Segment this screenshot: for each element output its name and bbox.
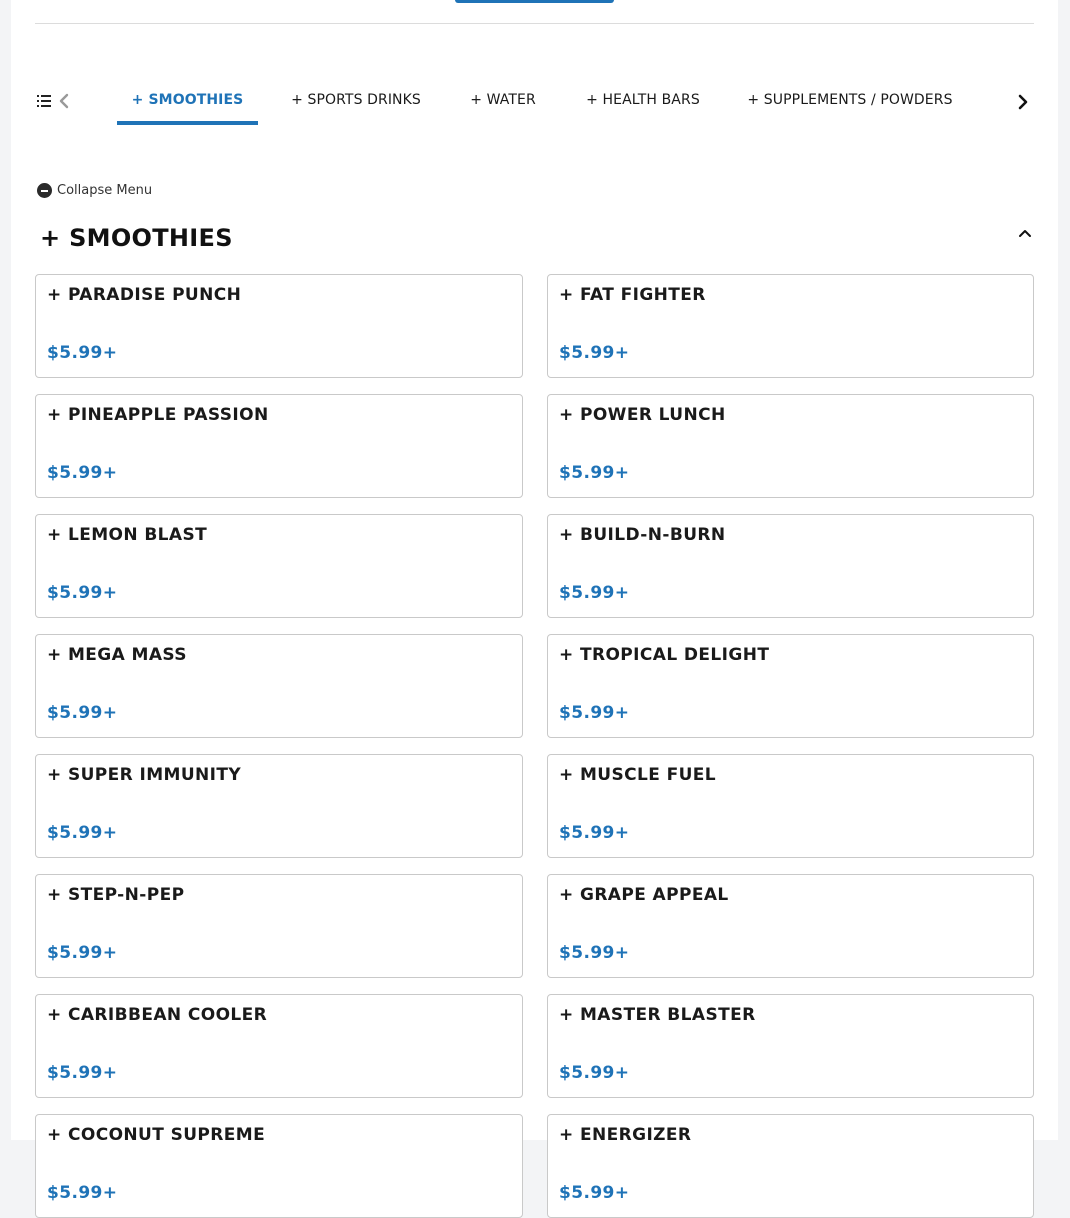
- menu-item-price: $5.99+: [47, 1183, 118, 1203]
- menu-item-price: $5.99+: [47, 823, 118, 843]
- menu-item-name: + FAT FIGHTER: [559, 285, 706, 305]
- menu-item-price: $5.99+: [559, 1063, 630, 1083]
- tab-health-bars[interactable]: + HEALTH BARS: [586, 92, 700, 108]
- menu-item-card[interactable]: [35, 874, 523, 978]
- menu-item-name: + GRAPE APPEAL: [559, 885, 729, 905]
- menu-item-name: + MUSCLE FUEL: [559, 765, 717, 785]
- menu-item-name: + COCONUT SUPREME: [47, 1125, 266, 1145]
- tab-smoothies[interactable]: + SMOOTHIES: [117, 76, 258, 125]
- menu-item-name: + PARADISE PUNCH: [47, 285, 242, 305]
- menu-item-name: + MEGA MASS: [47, 645, 187, 665]
- menu-item-card[interactable]: [547, 874, 1034, 978]
- menu-item-grid: [35, 274, 1034, 1218]
- menu-item-price: $5.99+: [559, 943, 630, 963]
- chevron-right-icon[interactable]: [1017, 93, 1029, 111]
- divider: [35, 23, 1034, 24]
- chevron-up-icon[interactable]: [1018, 228, 1032, 238]
- tab-supplements-powders[interactable]: + SUPPLEMENTS / POWDERS: [747, 92, 953, 108]
- menu-item-name: + STEP-N-PEP: [47, 885, 185, 905]
- menu-item-price: $5.99+: [559, 463, 630, 483]
- tab-water[interactable]: + WATER: [470, 92, 536, 108]
- menu-item-name: + MASTER BLASTER: [559, 1005, 756, 1025]
- list-icon[interactable]: [37, 95, 51, 107]
- menu-item-card[interactable]: [547, 754, 1034, 858]
- menu-item-card[interactable]: [547, 1114, 1034, 1218]
- menu-item-name: + POWER LUNCH: [559, 405, 726, 425]
- menu-item-price: $5.99+: [559, 583, 630, 603]
- menu-item-name: + LEMON BLAST: [47, 525, 208, 545]
- menu-item-price: $5.99+: [47, 1063, 118, 1083]
- menu-item-price: $5.99+: [47, 583, 118, 603]
- menu-item-price: $5.99+: [47, 463, 118, 483]
- menu-item-card[interactable]: [35, 394, 523, 498]
- minus-circle-icon: [37, 183, 52, 198]
- menu-item-card[interactable]: [35, 634, 523, 738]
- menu-item-card[interactable]: [35, 1114, 523, 1218]
- top-action-button[interactable]: [455, 0, 614, 3]
- chevron-left-icon[interactable]: [59, 93, 69, 109]
- section-title: + SMOOTHIES: [40, 224, 233, 252]
- menu-item-card[interactable]: [547, 514, 1034, 618]
- menu-item-name: + SUPER IMMUNITY: [47, 765, 242, 785]
- collapse-menu-label: Collapse Menu: [57, 182, 153, 198]
- menu-item-card[interactable]: [35, 514, 523, 618]
- tab-sports-drinks[interactable]: + SPORTS DRINKS: [291, 92, 421, 108]
- collapse-menu-button[interactable]: [37, 181, 152, 199]
- menu-item-price: $5.99+: [559, 823, 630, 843]
- menu-item-name: + PINEAPPLE PASSION: [47, 405, 269, 425]
- menu-item-card[interactable]: [35, 994, 523, 1098]
- menu-item-price: $5.99+: [47, 343, 118, 363]
- menu-item-card[interactable]: [547, 994, 1034, 1098]
- menu-item-price: $5.99+: [559, 343, 630, 363]
- menu-item-price: $5.99+: [559, 703, 630, 723]
- menu-item-card[interactable]: [547, 634, 1034, 738]
- category-nav: [35, 76, 1034, 126]
- menu-item-name: + BUILD-N-BURN: [559, 525, 726, 545]
- menu-item-price: $5.99+: [47, 703, 118, 723]
- menu-item-name: + CARIBBEAN COOLER: [47, 1005, 268, 1025]
- menu-item-card[interactable]: [547, 274, 1034, 378]
- menu-item-card[interactable]: [35, 754, 523, 858]
- menu-item-price: $5.99+: [559, 1183, 630, 1203]
- menu-item-card[interactable]: [35, 274, 523, 378]
- menu-item-price: $5.99+: [47, 943, 118, 963]
- menu-item-name: + ENERGIZER: [559, 1125, 692, 1145]
- menu-item-name: + TROPICAL DELIGHT: [559, 645, 770, 665]
- menu-page: [11, 0, 1058, 1203]
- menu-item-card[interactable]: [547, 394, 1034, 498]
